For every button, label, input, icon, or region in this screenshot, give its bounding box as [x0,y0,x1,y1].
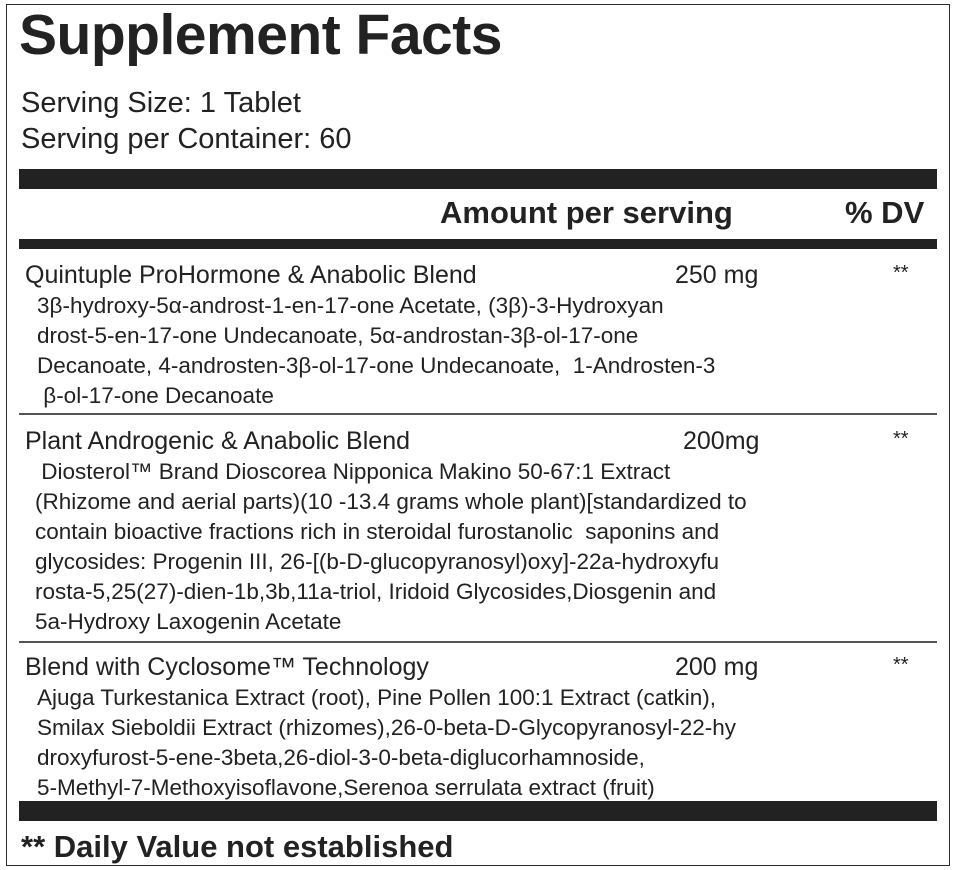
blend-amount: 250 mg [675,261,759,289]
blend-amount: 200mg [683,427,760,455]
blend-daily-value: ** [893,262,909,284]
footer-thick-divider [19,801,937,821]
daily-value-footnote: ** Daily Value not established [21,829,454,864]
panel-title: Supplement Facts [19,3,502,67]
servings-per-container: Serving per Container: 60 [21,123,352,155]
blend-daily-value: ** [893,654,909,676]
blend-name: Quintuple ProHormone & Anabolic Blend [25,261,477,289]
header-medium-divider [19,239,937,249]
blend-ingredients: 3β-hydroxy-5α-androst-1-en-17-one Acetate, (3β)-3-Hydroxyan drost-5-en-17-one Undecanoate, 5α-androstan-3β-ol-17-one Decanoate, 4-androsten-3β-ol-17-one Undecanoate, 1-Androsten-3 β-ol-17-one Decanoate [37,293,716,408]
blend-daily-value: ** [893,428,909,450]
blend-ingredients: Diosterol™ Brand Dioscorea Nipponica Makino 50-67:1 Extract (Rhizome and aerial parts)(10 -13.4 grams whole plant)[standardized to contain bioactive fractions rich in steroidal furostanolic saponins and glycosides: Progenin III, 26-[(b-D-glucopyranosyl)oxy]-22a-hydroxyfu rosta-5,25(27)-dien-1b,3b,11a-triol, Iridoid Glycosides,Diosgenin and 5a-Hydroxy Laxogenin Acetate [35,459,747,634]
supplement-facts-panel [6,4,950,866]
blend-amount: 200 mg [675,653,759,681]
header-thick-divider [19,169,937,189]
blend-ingredients: Ajuga Turkestanica Extract (root), Pine Pollen 100:1 Extract (catkin), Smilax Sieboldii Extract (rhizomes),26-0-beta-D-Glycopyranosyl-22-hy droxyfurost-5-ene-3beta,26-diol-3-0-beta-diglucorhamnoside, 5-Methyl-7-Methoxyisoflavone,Serenoa serrulata extract (fruit) [37,685,736,800]
blend-divider [19,413,937,415]
amount-per-serving-header: Amount per serving [440,195,733,230]
blend-name: Blend with Cyclosome™ Technology [25,653,429,681]
blend-divider [19,641,937,643]
daily-value-header: % DV [845,195,925,230]
serving-size: Serving Size: 1 Tablet [21,87,301,119]
blend-name: Plant Androgenic & Anabolic Blend [25,427,410,455]
